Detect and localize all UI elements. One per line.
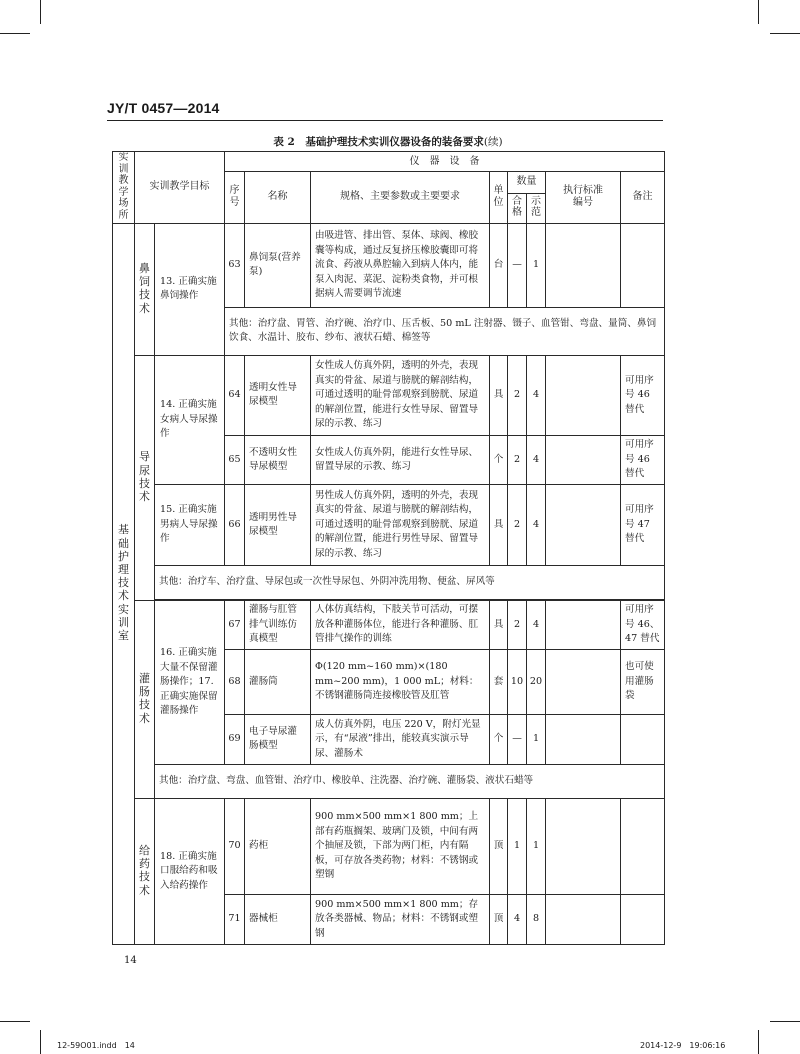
- group-enema: 灌肠技术: [135, 600, 155, 798]
- row-standard: [546, 435, 621, 484]
- others-catheterization: 其他：治疗车、治疗盘、导尿包或一次性导尿包、外阴冲洗用物、便盆、屏风等: [155, 565, 665, 599]
- row-spec: 女性成人仿真外阴，透明的外壳，表现真实的骨盆、尿道与膀胱的解剖结构，可通过透明的耻骨部观察到膀胱、尿道的解剖位置，能进行女性导尿、留置导尿的示教、练习: [311, 355, 490, 435]
- row-spec: 900 mm×500 mm×1 800 mm；上部有药瓶搁架、玻璃门及锁，中间有两个抽屉及锁，下部为两门柜，内有隔板，可存放各类药物；材料：不锈钢或塑钢: [311, 798, 490, 894]
- header-rule: [107, 120, 663, 121]
- row-unit: 具: [490, 484, 508, 565]
- crop-mark: [40, 1030, 41, 1054]
- group-catheterization: 导尿技术: [135, 355, 155, 600]
- row-spec: Φ(120 mm~160 mm)×(180 mm~200 mm)，1 000 mL；材料：不锈钢灌肠筒连接橡胶管及肛管: [311, 649, 490, 714]
- page-number: 14: [124, 955, 137, 966]
- row-name: 电子导尿灌肠模型: [245, 714, 311, 764]
- row-demo: 1: [527, 714, 546, 764]
- row-unit: 具: [490, 600, 508, 649]
- row-note: 可用序号 46 替代: [621, 355, 665, 435]
- row-note: [621, 798, 665, 894]
- document-code: JY/T 0457—2014: [107, 100, 220, 116]
- header-demo: 示范: [527, 193, 546, 223]
- goal-15: 15. 正确实施男病人导尿操作: [155, 484, 225, 565]
- row-demo: 4: [527, 355, 546, 435]
- others-enema: 其他：治疗盘、弯盘、血管钳、治疗巾、橡胶单、注洗器、治疗碗、灌肠袋、液状石蜡等: [155, 764, 665, 798]
- header-qualified: 合格: [508, 193, 527, 223]
- row-note: [621, 223, 665, 307]
- row-spec: 900 mm×500 mm×1 800 mm；存放各类器械、物品；材料：不锈钢或塑钢: [311, 894, 490, 944]
- caption-title: 表 2 基础护理技术实训仪器设备的装备要求: [273, 136, 484, 148]
- row-unit: 个: [490, 435, 508, 484]
- row-name: 灌肠筒: [245, 649, 311, 714]
- row-no: 65: [225, 435, 245, 484]
- row-demo: 4: [527, 484, 546, 565]
- row-no: 67: [225, 600, 245, 649]
- others-nasal: 其他：治疗盘、胃管、治疗碗、治疗巾、压舌板、50 mL 注射器、镊子、血管钳、弯盘、量筒、鼻饲饮食、水温计、胶布、纱布、液状石蜡、棉签等: [225, 307, 665, 355]
- row-qualified: 4: [508, 894, 527, 944]
- group-nasal: 鼻饲技术: [135, 223, 155, 355]
- table-row: [113, 600, 665, 649]
- row-standard: [546, 355, 621, 435]
- row-standard: [546, 223, 621, 307]
- row-qualified: 2: [508, 435, 527, 484]
- table-row: [113, 223, 665, 307]
- row-qualified: 10: [508, 649, 527, 714]
- header-note: 备注: [621, 172, 665, 224]
- row-standard: [546, 600, 621, 649]
- table-row: [113, 484, 665, 565]
- row-standard: [546, 894, 621, 944]
- crop-mark: [758, 1030, 759, 1054]
- crop-mark: [758, 0, 759, 24]
- row-qualified: 1: [508, 798, 527, 894]
- row-no: 66: [225, 484, 245, 565]
- row-standard: [546, 714, 621, 764]
- goal-14: 14. 正确实施女病人导尿操作: [155, 355, 225, 484]
- row-standard: [546, 649, 621, 714]
- crop-mark: [0, 33, 30, 34]
- row-name: 灌肠与肛管排气训练仿真模型: [245, 600, 311, 649]
- row-name: 器械柜: [245, 894, 311, 944]
- row-demo: 4: [527, 600, 546, 649]
- row-spec: 人体仿真结构，下肢关节可活动，可摆放各种灌肠体位，能进行各种灌肠、肛管排气操作的训练: [311, 600, 490, 649]
- equipment-table: [112, 151, 665, 945]
- row-demo: 20: [527, 649, 546, 714]
- row-no: 63: [225, 223, 245, 307]
- row-note: 可用序号 46 替代: [621, 435, 665, 484]
- header-equipment: 仪 器 设 备: [225, 152, 665, 172]
- table-row: [113, 798, 665, 894]
- row-note: [621, 714, 665, 764]
- row-no: 69: [225, 714, 245, 764]
- row-spec: 由吸进管、排出管、泵体、球阀、橡胶囊等构成，通过反复挤压橡胶囊即可将流食、药液从鼻腔输入到病人体内，能泵入肉泥、菜泥、淀粉类食物，并可根据病人需要调节流速: [311, 223, 490, 307]
- print-timestamp: 2014-12-9 19:06:16: [640, 1041, 726, 1050]
- place-cell: 基础护理技术实训室: [113, 223, 135, 944]
- row-qualified: —: [508, 714, 527, 764]
- row-note: 可用序号 47 替代: [621, 484, 665, 565]
- row-name: 透明女性导尿模型: [245, 355, 311, 435]
- row-unit: 顶: [490, 894, 508, 944]
- header-place: 实训教学场所: [113, 152, 135, 224]
- table-row: [113, 355, 665, 435]
- row-note: 也可使用灌肠袋: [621, 649, 665, 714]
- header-goal: 实训教学目标: [135, 152, 225, 224]
- row-note: 可用序号 46、47 替代: [621, 600, 665, 649]
- row-qualified: 2: [508, 600, 527, 649]
- row-demo: 8: [527, 894, 546, 944]
- row-qualified: 2: [508, 355, 527, 435]
- goal-18: 18. 正确实施口服给药和吸入给药操作: [155, 798, 225, 944]
- row-no: 68: [225, 649, 245, 714]
- group-medication: 给药技术: [135, 798, 155, 944]
- crop-mark: [770, 33, 800, 34]
- row-demo: 1: [527, 798, 546, 894]
- row-spec: 成人仿真外阴，电压 220 V，附灯光显示，有“尿液”排出，能较真实演示导尿、灌肠术: [311, 714, 490, 764]
- header-quantity: 数量: [508, 172, 546, 194]
- row-standard: [546, 484, 621, 565]
- goal-16-17: 16. 正确实施大量不保留灌肠操作；17. 正确实施保留灌肠操作: [155, 600, 225, 764]
- header-standard: 执行标准编号: [546, 172, 621, 224]
- row-unit: 具: [490, 355, 508, 435]
- crop-mark: [770, 1021, 800, 1022]
- row-no: 64: [225, 355, 245, 435]
- row-standard: [546, 798, 621, 894]
- others-row: [113, 764, 665, 798]
- row-qualified: —: [508, 223, 527, 307]
- row-unit: 台: [490, 223, 508, 307]
- row-spec: 女性成人仿真外阴，能进行女性导尿、留置导尿的示教、练习: [311, 435, 490, 484]
- row-unit: 顶: [490, 798, 508, 894]
- row-demo: 1: [527, 223, 546, 307]
- row-no: 71: [225, 894, 245, 944]
- row-unit: 套: [490, 649, 508, 714]
- row-spec: 男性成人仿真外阴，透明的外壳，表现真实的骨盆、尿道与膀胱的解剖结构，可通过透明的耻骨部观察到膀胱、尿道的解剖位置，能进行男性导尿、留置导尿的示教、练习: [311, 484, 490, 565]
- row-unit: 个: [490, 714, 508, 764]
- crop-mark: [40, 0, 41, 24]
- row-note: [621, 894, 665, 944]
- header-spec: 规格、主要参数或主要要求: [311, 172, 490, 224]
- row-name: 透明男性导尿模型: [245, 484, 311, 565]
- print-file-info: 12-59O01.indd 14: [57, 1041, 135, 1050]
- crop-mark: [0, 1021, 30, 1022]
- row-name: 药柜: [245, 798, 311, 894]
- others-row: [113, 565, 665, 599]
- header-unit: 单位: [490, 172, 508, 224]
- header-seq: 序号: [225, 172, 245, 224]
- header-name: 名称: [245, 172, 311, 224]
- row-qualified: 2: [508, 484, 527, 565]
- goal-13: 13. 正确实施鼻饲操作: [155, 223, 225, 355]
- row-name: 鼻饲泵(营养泵): [245, 223, 311, 307]
- row-name: 不透明女性导尿模型: [245, 435, 311, 484]
- row-no: 70: [225, 798, 245, 894]
- table-caption: [112, 134, 664, 149]
- row-demo: 4: [527, 435, 546, 484]
- caption-continued: (续): [483, 136, 503, 148]
